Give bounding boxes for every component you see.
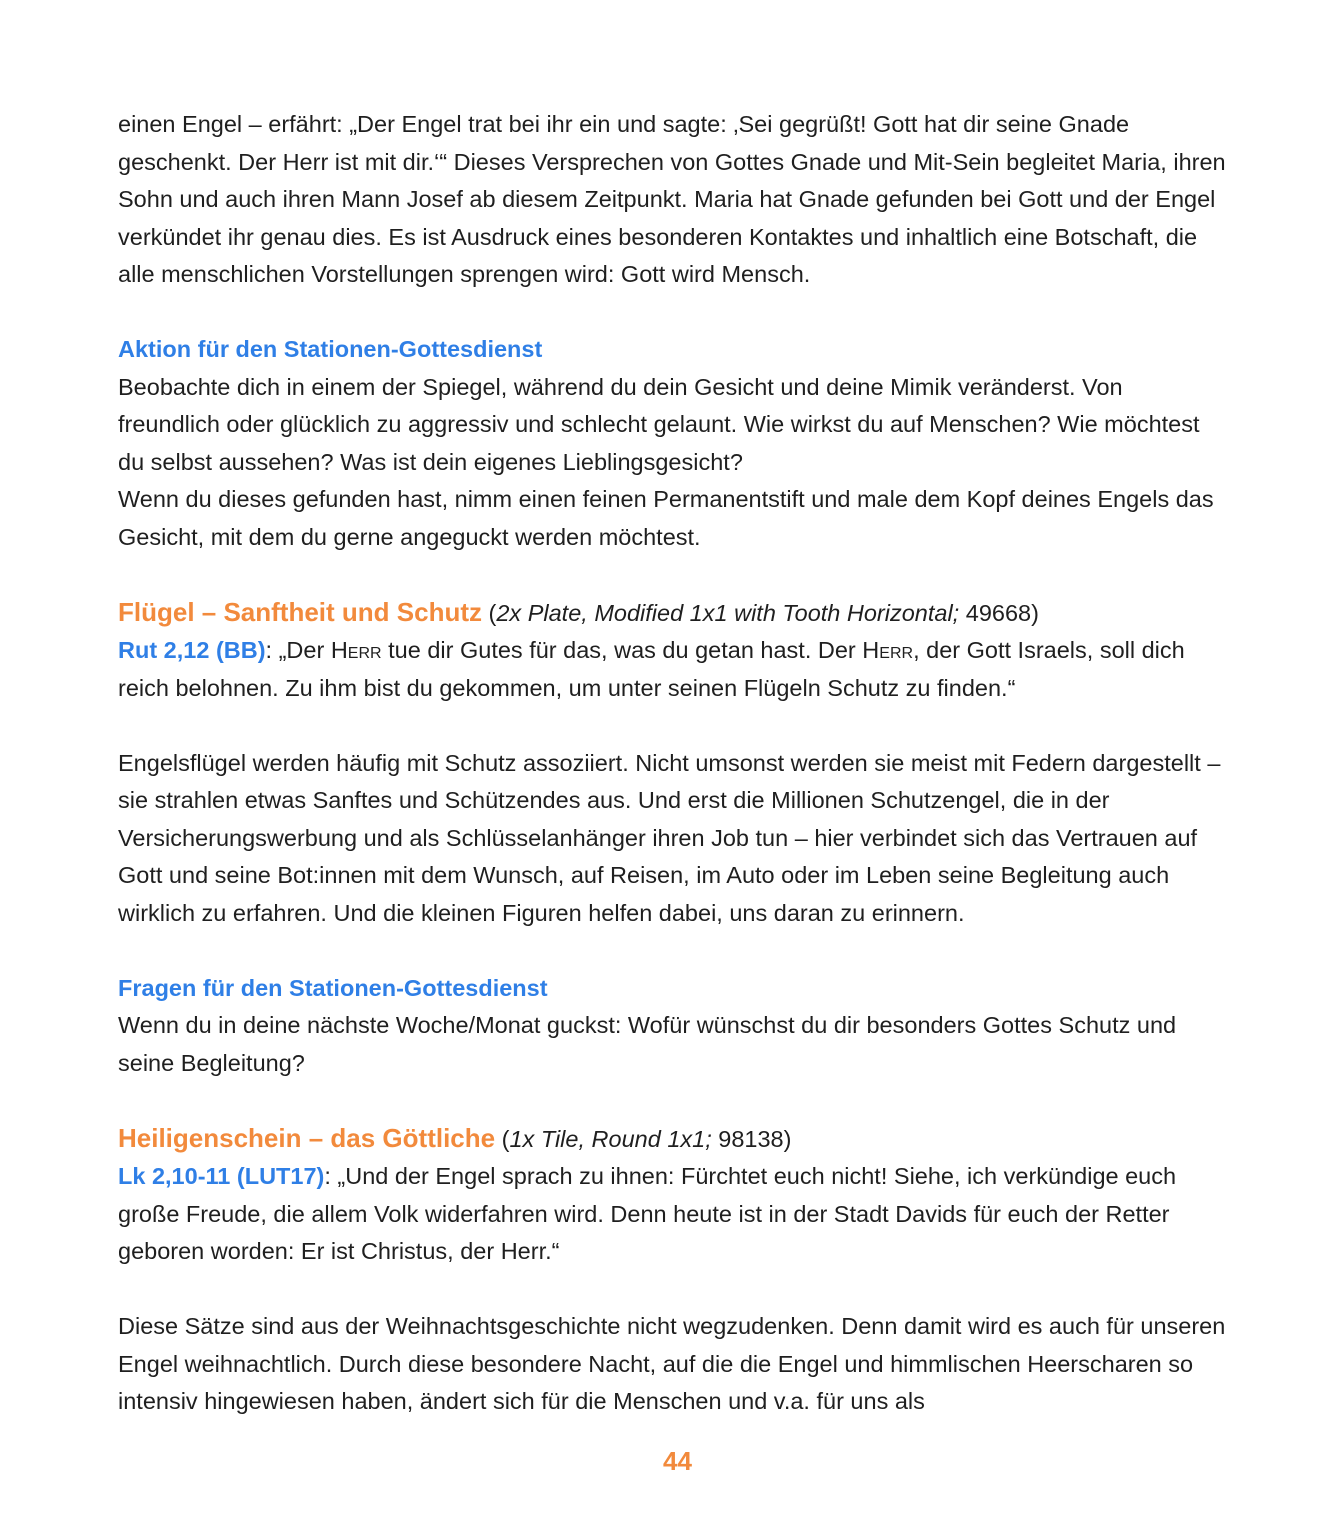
action-paragraph-2: Wenn du dieses gefunden hast, nimm einen feinen Permanentstift und male dem Kopf deines Engels das Gesicht, mit dem du gerne angeguckt werden möchtest. (118, 486, 1214, 550)
wings-title: Flügel – Sanftheit und Schutz (118, 596, 482, 627)
halo-quote (118, 1158, 1230, 1271)
halo-spec-open: ( (495, 1125, 510, 1152)
halo-quote-text: : „Und der Engel sprach zu ihnen: Fürchtet euch nicht! Siehe, ich verkündige euch große Freude, die allem Volk widerfahren wird. Denn heute ist in der Stadt Davids für euch der Retter geboren worden: Er ist Christus, der Herr.“ (118, 1163, 1177, 1264)
wings-herr-2: Herr (862, 637, 914, 663)
spacer (118, 556, 1230, 594)
spacer (118, 294, 1230, 332)
halo-spec-number: 98138) (711, 1125, 792, 1152)
page-number: 44 (663, 1446, 692, 1476)
wings-quote-part-3: , der Gott Israels, soll dich reich belohnen. Zu ihm bist du gekommen, um unter seinen Flügeln Schutz zu finden.“ (118, 637, 1185, 701)
halo-title-line (118, 1120, 1230, 1159)
wings-body: Engelsflügel werden häufig mit Schutz assoziiert. Nicht umsonst werden sie meist mit Federn dargestellt – sie strahlen etwas Sanftes und Schützendes aus. Und erst die Millionen Schutzengel, die in der Versicherungswerbung und als Schlüsselanhänger ihren Job tun – hier verbindet sich das Vertrauen auf Gott und seine Bot:innen mit dem Wunsch, auf Reisen, im Auto oder im Leben seine Begleitung auch wirklich zu erfahren. Und die kleinen Figuren helfen dabei, uns daran zu erinnern. (118, 749, 1221, 926)
wings-quote (118, 632, 1230, 707)
wings-spec-number: 49668) (959, 599, 1039, 626)
wings-quote-part-1: : „Der (265, 637, 331, 663)
halo-bible-ref: Lk 2,10-11 (LUT17) (118, 1163, 325, 1189)
wings-spec: 2x Plate, Modified 1x1 with Tooth Horizontal; (496, 599, 960, 626)
spacer (118, 1082, 1230, 1120)
halo-title: Heiligenschein – das Göttliche (118, 1122, 496, 1153)
wings-herr-1: Herr (330, 637, 382, 663)
action-heading: Aktion für den Stationen-Gottesdienst (118, 336, 543, 362)
spacer (118, 707, 1230, 745)
wings-spec-open: ( (482, 599, 497, 626)
wings-quote-part-2: tue dir Gutes für das, was du getan hast. Der (381, 637, 863, 663)
action-paragraph-1: Beobachte dich in einem der Spiegel, während du dein Gesicht und deine Mimik veränderst. Von freundlich oder glücklich zu aggressiv und schlecht gelaunt. Wie wirkst du auf Menschen? Wie möchtest du selbst aussehen? Was ist dein eigenes Lieblingsgesicht? (118, 373, 1200, 475)
intro-paragraph: einen Engel – erfährt: „Der Engel trat bei ihr ein und sagte: ‚Sei gegrüßt! Gott hat dir seine Gnade geschenkt. Der Herr ist mit dir.‘“ Dieses Versprechen von Gottes Gnade und Mit-Sein begleitet Maria, ihren Sohn und auch ihren Mann Josef ab diesem Zeitpunkt. Maria hat Gnade gefunden bei Gott und der Engel verkündet ihr genau dies. Es ist Ausdruck eines besonderen Kontaktes und inhaltlich eine Botschaft, die alle menschlichen Vorstellungen sprengen wird: Gott wird Mensch. (118, 111, 1226, 287)
halo-spec: 1x Tile, Round 1x1; (509, 1125, 712, 1152)
spacer (118, 932, 1230, 970)
page-content (118, 106, 1230, 1421)
wings-title-line (118, 594, 1230, 633)
spacer (118, 1271, 1230, 1309)
questions-heading: Fragen für den Stationen-Gottesdienst (118, 974, 548, 1001)
questions-text: Wenn du in deine nächste Woche/Monat guckst: Wofür wünschst du dir besonders Gottes Schutz und seine Begleitung? (118, 1012, 1177, 1076)
wings-bible-ref: Rut 2,12 (BB) (118, 637, 266, 663)
halo-body: Diese Sätze sind aus der Weihnachtsgeschichte nicht wegzudenken. Denn damit wird es auch für unseren Engel weihnachtlich. Durch diese besondere Nacht, auf die die Engel und himmlischen Heerscharen so intensiv hingewiesen haben, ändert sich für die Menschen und v.a. für uns als (118, 1313, 1226, 1414)
